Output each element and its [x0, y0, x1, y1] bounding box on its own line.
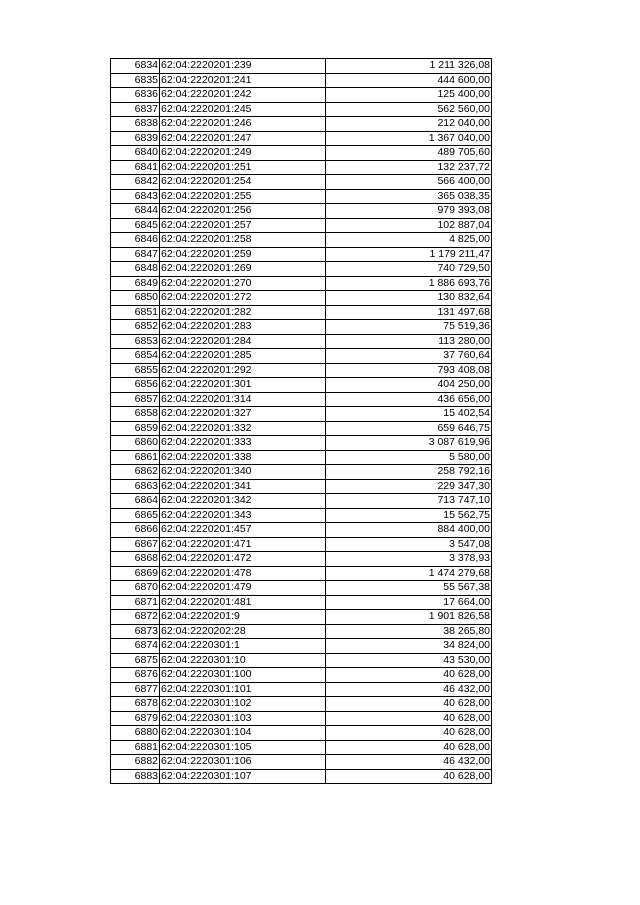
row-number-cell: 6846: [111, 233, 160, 248]
row-number-cell: 6867: [111, 537, 160, 552]
row-number-cell: 6852: [111, 320, 160, 335]
amount-cell: 1 367 040,00: [326, 131, 492, 146]
table-row: [111, 73, 492, 88]
row-number-cell: 6862: [111, 465, 160, 480]
cadastral-number-cell: 62:04:2220201:9: [160, 610, 326, 625]
table-row: [111, 610, 492, 625]
amount-cell: 3 547,08: [326, 537, 492, 552]
amount-cell: 3 087 619,96: [326, 436, 492, 451]
cadastral-number-cell: 62:04:2220201:327: [160, 407, 326, 422]
cadastral-number-cell: 62:04:2220201:341: [160, 479, 326, 494]
row-number-cell: 6842: [111, 175, 160, 190]
table-row: [111, 523, 492, 538]
cadastral-number-cell: 62:04:2220201:247: [160, 131, 326, 146]
row-number-cell: 6865: [111, 508, 160, 523]
amount-cell: 884 400,00: [326, 523, 492, 538]
table-row: [111, 363, 492, 378]
table-row: [111, 740, 492, 755]
amount-cell: 46 432,00: [326, 755, 492, 770]
row-number-cell: 6874: [111, 639, 160, 654]
row-number-cell: 6859: [111, 421, 160, 436]
amount-cell: 15 402,54: [326, 407, 492, 422]
row-number-cell: 6853: [111, 334, 160, 349]
table-row: [111, 653, 492, 668]
cadastral-number-cell: 62:04:2220201:259: [160, 247, 326, 262]
cadastral-number-cell: 62:04:2220201:242: [160, 88, 326, 103]
row-number-cell: 6851: [111, 305, 160, 320]
row-number-cell: 6856: [111, 378, 160, 393]
table-row: [111, 378, 492, 393]
table-row: [111, 537, 492, 552]
cadastral-number-cell: 62:04:2220201:284: [160, 334, 326, 349]
row-number-cell: 6836: [111, 88, 160, 103]
table-row: [111, 334, 492, 349]
row-number-cell: 6871: [111, 595, 160, 610]
table-row: [111, 189, 492, 204]
amount-cell: 979 393,08: [326, 204, 492, 219]
row-number-cell: 6858: [111, 407, 160, 422]
amount-cell: 444 600,00: [326, 73, 492, 88]
row-number-cell: 6841: [111, 160, 160, 175]
amount-cell: 436 656,00: [326, 392, 492, 407]
amount-cell: 40 628,00: [326, 769, 492, 784]
row-number-cell: 6848: [111, 262, 160, 277]
row-number-cell: 6868: [111, 552, 160, 567]
row-number-cell: 6881: [111, 740, 160, 755]
row-number-cell: 6870: [111, 581, 160, 596]
amount-cell: 258 792,16: [326, 465, 492, 480]
row-number-cell: 6875: [111, 653, 160, 668]
row-number-cell: 6857: [111, 392, 160, 407]
cadastral-number-cell: 62:04:2220201:332: [160, 421, 326, 436]
amount-cell: 132 237,72: [326, 160, 492, 175]
cadastral-number-cell: 62:04:2220301:105: [160, 740, 326, 755]
table-body: [111, 59, 492, 784]
table-row: [111, 131, 492, 146]
amount-cell: 1 886 693,76: [326, 276, 492, 291]
table-row: [111, 479, 492, 494]
amount-cell: 15 562,75: [326, 508, 492, 523]
cadastral-number-cell: 62:04:2220201:343: [160, 508, 326, 523]
cadastral-number-cell: 62:04:2220201:283: [160, 320, 326, 335]
table-row: [111, 146, 492, 161]
row-number-cell: 6876: [111, 668, 160, 683]
row-number-cell: 6880: [111, 726, 160, 741]
amount-cell: 17 664,00: [326, 595, 492, 610]
table-row: [111, 769, 492, 784]
cadastral-number-cell: 62:04:2220201:254: [160, 175, 326, 190]
table-row: [111, 581, 492, 596]
row-number-cell: 6883: [111, 769, 160, 784]
cadastral-value-table: [110, 58, 492, 784]
cadastral-number-cell: 62:04:2220201:340: [160, 465, 326, 480]
amount-cell: 130 832,64: [326, 291, 492, 306]
amount-cell: 562 560,00: [326, 102, 492, 117]
amount-cell: 37 760,64: [326, 349, 492, 364]
cadastral-number-cell: 62:04:2220201:241: [160, 73, 326, 88]
table-row: [111, 668, 492, 683]
amount-cell: 102 887,04: [326, 218, 492, 233]
table-row: [111, 421, 492, 436]
row-number-cell: 6863: [111, 479, 160, 494]
table-row: [111, 726, 492, 741]
amount-cell: 46 432,00: [326, 682, 492, 697]
table-row: [111, 465, 492, 480]
cadastral-number-cell: 62:04:2220301:103: [160, 711, 326, 726]
cadastral-number-cell: 62:04:2220201:314: [160, 392, 326, 407]
row-number-cell: 6866: [111, 523, 160, 538]
cadastral-number-cell: 62:04:2220201:285: [160, 349, 326, 364]
cadastral-number-cell: 62:04:2220201:251: [160, 160, 326, 175]
cadastral-number-cell: 62:04:2220201:255: [160, 189, 326, 204]
cadastral-number-cell: 62:04:2220201:472: [160, 552, 326, 567]
row-number-cell: 6882: [111, 755, 160, 770]
cadastral-number-cell: 62:04:2220201:269: [160, 262, 326, 277]
row-number-cell: 6837: [111, 102, 160, 117]
amount-cell: 75 519,36: [326, 320, 492, 335]
table-row: [111, 407, 492, 422]
cadastral-number-cell: 62:04:2220201:270: [160, 276, 326, 291]
amount-cell: 1 901 826,58: [326, 610, 492, 625]
row-number-cell: 6847: [111, 247, 160, 262]
row-number-cell: 6850: [111, 291, 160, 306]
row-number-cell: 6860: [111, 436, 160, 451]
amount-cell: 40 628,00: [326, 697, 492, 712]
cadastral-number-cell: 62:04:2220201:478: [160, 566, 326, 581]
row-number-cell: 6849: [111, 276, 160, 291]
table-row: [111, 160, 492, 175]
cadastral-number-cell: 62:04:2220201:282: [160, 305, 326, 320]
table-row: [111, 204, 492, 219]
table-row: [111, 175, 492, 190]
cadastral-number-cell: 62:04:2220201:272: [160, 291, 326, 306]
cadastral-number-cell: 62:04:2220301:10: [160, 653, 326, 668]
table-row: [111, 349, 492, 364]
amount-cell: 40 628,00: [326, 711, 492, 726]
cadastral-number-cell: 62:04:2220301:106: [160, 755, 326, 770]
cadastral-number-cell: 62:04:2220201:258: [160, 233, 326, 248]
amount-cell: 34 824,00: [326, 639, 492, 654]
amount-cell: 566 400,00: [326, 175, 492, 190]
table-row: [111, 711, 492, 726]
table-row: [111, 682, 492, 697]
cadastral-number-cell: 62:04:2220201:481: [160, 595, 326, 610]
table-row: [111, 624, 492, 639]
table-row: [111, 247, 492, 262]
cadastral-number-cell: 62:04:2220201:246: [160, 117, 326, 132]
cadastral-number-cell: 62:04:2220202:28: [160, 624, 326, 639]
table-row: [111, 436, 492, 451]
amount-cell: 40 628,00: [326, 740, 492, 755]
table-row: [111, 595, 492, 610]
table-row: [111, 755, 492, 770]
amount-cell: 365 038,35: [326, 189, 492, 204]
row-number-cell: 6845: [111, 218, 160, 233]
amount-cell: 40 628,00: [326, 726, 492, 741]
amount-cell: 1 474 279,68: [326, 566, 492, 581]
amount-cell: 55 567,38: [326, 581, 492, 596]
table-row: [111, 639, 492, 654]
amount-cell: 40 628,00: [326, 668, 492, 683]
cadastral-number-cell: 62:04:2220201:257: [160, 218, 326, 233]
amount-cell: 3 378,93: [326, 552, 492, 567]
cadastral-number-cell: 62:04:2220201:239: [160, 59, 326, 74]
table-row: [111, 59, 492, 74]
table-row: [111, 566, 492, 581]
cadastral-number-cell: 62:04:2220201:471: [160, 537, 326, 552]
row-number-cell: 6834: [111, 59, 160, 74]
table-row: [111, 305, 492, 320]
row-number-cell: 6878: [111, 697, 160, 712]
row-number-cell: 6877: [111, 682, 160, 697]
row-number-cell: 6864: [111, 494, 160, 509]
amount-cell: 4 825,00: [326, 233, 492, 248]
amount-cell: 125 400,00: [326, 88, 492, 103]
amount-cell: 229 347,30: [326, 479, 492, 494]
row-number-cell: 6835: [111, 73, 160, 88]
amount-cell: 43 530,00: [326, 653, 492, 668]
amount-cell: 404 250,00: [326, 378, 492, 393]
amount-cell: 659 646,75: [326, 421, 492, 436]
cadastral-number-cell: 62:04:2220301:104: [160, 726, 326, 741]
cadastral-number-cell: 62:04:2220301:1: [160, 639, 326, 654]
table-row: [111, 233, 492, 248]
table-row: [111, 552, 492, 567]
row-number-cell: 6869: [111, 566, 160, 581]
table-row: [111, 102, 492, 117]
amount-cell: 489 705,60: [326, 146, 492, 161]
table-row: [111, 508, 492, 523]
cadastral-number-cell: 62:04:2220201:338: [160, 450, 326, 465]
cadastral-number-cell: 62:04:2220301:102: [160, 697, 326, 712]
table-row: [111, 276, 492, 291]
row-number-cell: 6840: [111, 146, 160, 161]
cadastral-number-cell: 62:04:2220201:245: [160, 102, 326, 117]
cadastral-number-cell: 62:04:2220201:301: [160, 378, 326, 393]
amount-cell: 793 408,08: [326, 363, 492, 378]
cadastral-number-cell: 62:04:2220301:107: [160, 769, 326, 784]
table-row: [111, 450, 492, 465]
table-row: [111, 320, 492, 335]
table-row: [111, 262, 492, 277]
table-row: [111, 88, 492, 103]
table-row: [111, 291, 492, 306]
row-number-cell: 6839: [111, 131, 160, 146]
amount-cell: 1 211 326,08: [326, 59, 492, 74]
table-row: [111, 218, 492, 233]
row-number-cell: 6872: [111, 610, 160, 625]
cadastral-number-cell: 62:04:2220201:479: [160, 581, 326, 596]
cadastral-number-cell: 62:04:2220201:333: [160, 436, 326, 451]
table-row: [111, 117, 492, 132]
table-row: [111, 494, 492, 509]
table-row: [111, 697, 492, 712]
cadastral-number-cell: 62:04:2220301:100: [160, 668, 326, 683]
amount-cell: 131 497,68: [326, 305, 492, 320]
cadastral-number-cell: 62:04:2220201:342: [160, 494, 326, 509]
row-number-cell: 6855: [111, 363, 160, 378]
amount-cell: 740 729,50: [326, 262, 492, 277]
row-number-cell: 6873: [111, 624, 160, 639]
row-number-cell: 6843: [111, 189, 160, 204]
table-row: [111, 392, 492, 407]
cadastral-number-cell: 62:04:2220201:292: [160, 363, 326, 378]
amount-cell: 113 280,00: [326, 334, 492, 349]
row-number-cell: 6844: [111, 204, 160, 219]
row-number-cell: 6861: [111, 450, 160, 465]
amount-cell: 5 580,00: [326, 450, 492, 465]
row-number-cell: 6838: [111, 117, 160, 132]
amount-cell: 1 179 211,47: [326, 247, 492, 262]
cadastral-number-cell: 62:04:2220201:249: [160, 146, 326, 161]
cadastral-number-cell: 62:04:2220201:457: [160, 523, 326, 538]
row-number-cell: 6879: [111, 711, 160, 726]
cadastral-number-cell: 62:04:2220201:256: [160, 204, 326, 219]
amount-cell: 212 040,00: [326, 117, 492, 132]
row-number-cell: 6854: [111, 349, 160, 364]
amount-cell: 38 265,80: [326, 624, 492, 639]
cadastral-number-cell: 62:04:2220301:101: [160, 682, 326, 697]
amount-cell: 713 747,10: [326, 494, 492, 509]
